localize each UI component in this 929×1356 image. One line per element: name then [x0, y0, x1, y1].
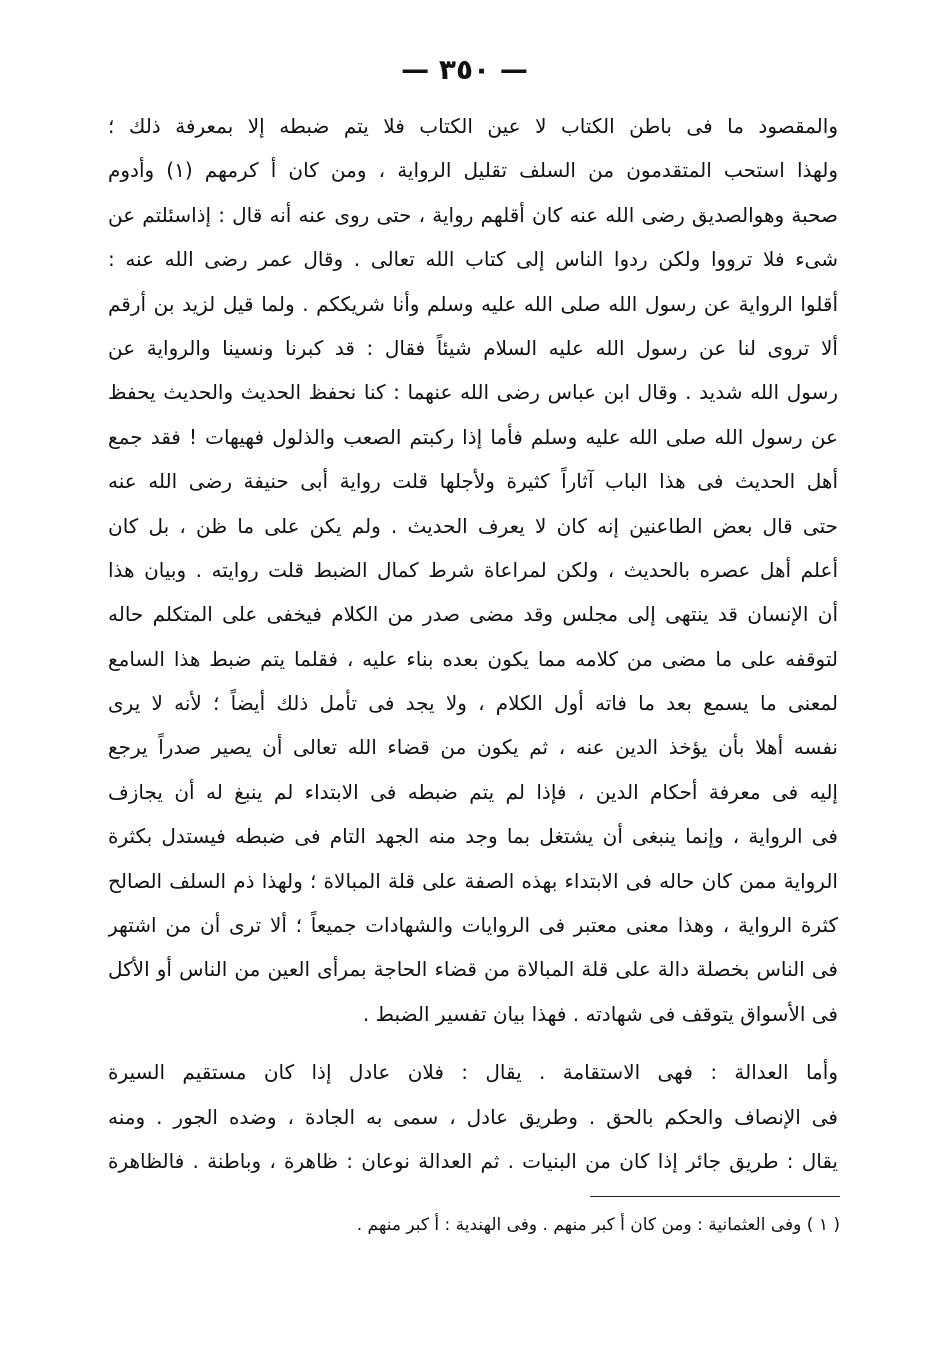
- text-line: فى الإنصاف والحكم بالحق . وطريق عادل ، سمى به الجادة ، وضده الجور . ومنه: [108, 1104, 838, 1129]
- text-line: يقال : طريق جائر إذا كان من البنيات . ثم العدالة نوعان : ظاهرة ، وباطنة . فالظاهرة: [108, 1148, 838, 1173]
- text-line: لتوقفه على ما مضى من كلامه مما يكون بعده بناء عليه ، فقلما يتم ضبط هذا السامع: [108, 646, 838, 671]
- footnote-separator: [590, 1196, 840, 1197]
- text-line: حتى قال بعض الطاعنين إنه كان لا يعرف الحديث . ولم يكن على ما ظن ، بل كان: [108, 513, 838, 538]
- paragraph-2: [108, 1050, 838, 1183]
- text-line: أن الإنسان قد ينتهى إلى مجلس وقد مضى صدر من الكلام فيخفى على المتكلم حاله: [108, 602, 838, 627]
- text-line: والمقصود ما فى باطن الكتاب لا عين الكتاب فلا يتم ضبطه إلا بمعرفة ذلك ؛: [108, 114, 838, 138]
- text-line: أقلوا الرواية عن رسول الله صلى الله عليه وسلم وأنا شريككم . ولما قيل لزيد بن أرقم: [108, 291, 838, 316]
- text-line: الرواية ممن كان حاله فى الابتداء بهذه الصفة على قلة المبالاة ؛ ولهذا ذم السلف الصالح: [108, 868, 838, 893]
- text-line: لمعنى ما يسمع بعد ما فاته أول الكلام ، ولا يجد فى تأمل ذلك أيضاً ؛ لأنه لا يرى: [108, 691, 838, 716]
- text-line: فى الناس بخصلة دالة على قلة المبالاة من قضاء الحاجة بمرأى العين من الناس أو الأكل: [108, 957, 838, 982]
- text-line: رسول الله شديد . وقال ابن عباس رضى الله عنهما : كنا نحفظ الحديث والحديث يحفظ: [108, 380, 838, 405]
- text-line: كثرة الرواية ، وهذا معنى معتبر فى الروايات والشهادات جميعاً ؛ ألا ترى أن من اشتهر: [108, 913, 838, 938]
- paragraph-gap: [108, 1036, 838, 1050]
- text-line: وأما العدالة : فهى الاستقامة . يقال : فلان عادل إذا كان مستقيم السيرة: [108, 1060, 838, 1085]
- text-line: عن رسول الله صلى الله عليه وسلم فأما إذا ركبتم الصعب والذلول فهيهات ! فقد جمع: [108, 424, 838, 449]
- paragraph-1: [108, 104, 838, 1036]
- footnote: ( ١ ) وفى العثمانية : ومن كان أ كبر منهم . وفى الهندية : أ كبر منهم .: [356, 1215, 840, 1235]
- text-line: فى الأسواق يتوقف فى شهادته . فهذا بيان تفسير الضبط .: [362, 1001, 838, 1026]
- page-number: — ٣٥٠ —: [401, 53, 528, 86]
- text-line: فى الرواية ، وإنما ينبغى أن يشتغل بما وجد منه الجهد التام فى ضبطه فيستدل بكثرة: [108, 824, 838, 849]
- body-text: [108, 104, 838, 1183]
- text-line: صحبة وهوالصديق رضى الله عنه كان أقلهم رواية ، حتى روى عنه أنه قال : إذاسئلتم عن: [108, 202, 838, 227]
- text-line: ولهذا استحب المتقدمون من السلف تقليل الرواية ، ومن كان أ كرمهم (١) وأدوم: [108, 158, 838, 183]
- text-line: ألا تروى لنا عن رسول الله عليه السلام شيئاً فقال : قد كبرنا ونسينا والرواية عن: [108, 335, 838, 360]
- text-line: أهل الحديث فى هذا الباب آثاراً كثيرة ولأجلها قلت رواية أبى حنيفة رضى الله عنه: [108, 469, 838, 494]
- text-line: إليه فى معرفة أحكام الدين ، فإذا لم يتم ضبطه فى الابتداء لم ينبغ له أن يجازف: [108, 779, 838, 804]
- text-line: أعلم أهل عصره بالحديث ، ولكن لمراعاة شرط كمال الضبط قلت روايته . وبيان هذا: [108, 557, 838, 582]
- text-line: نفسه أهلا بأن يؤخذ الدين عنه ، ثم يكون من قضاء الله تعالى أن يصير صدراً يرجع: [108, 735, 838, 760]
- text-line: شىء فلا ترووا ولكن ردوا الناس إلى كتاب الله تعالى . وقال عمر رضى الله عنه :: [108, 247, 838, 272]
